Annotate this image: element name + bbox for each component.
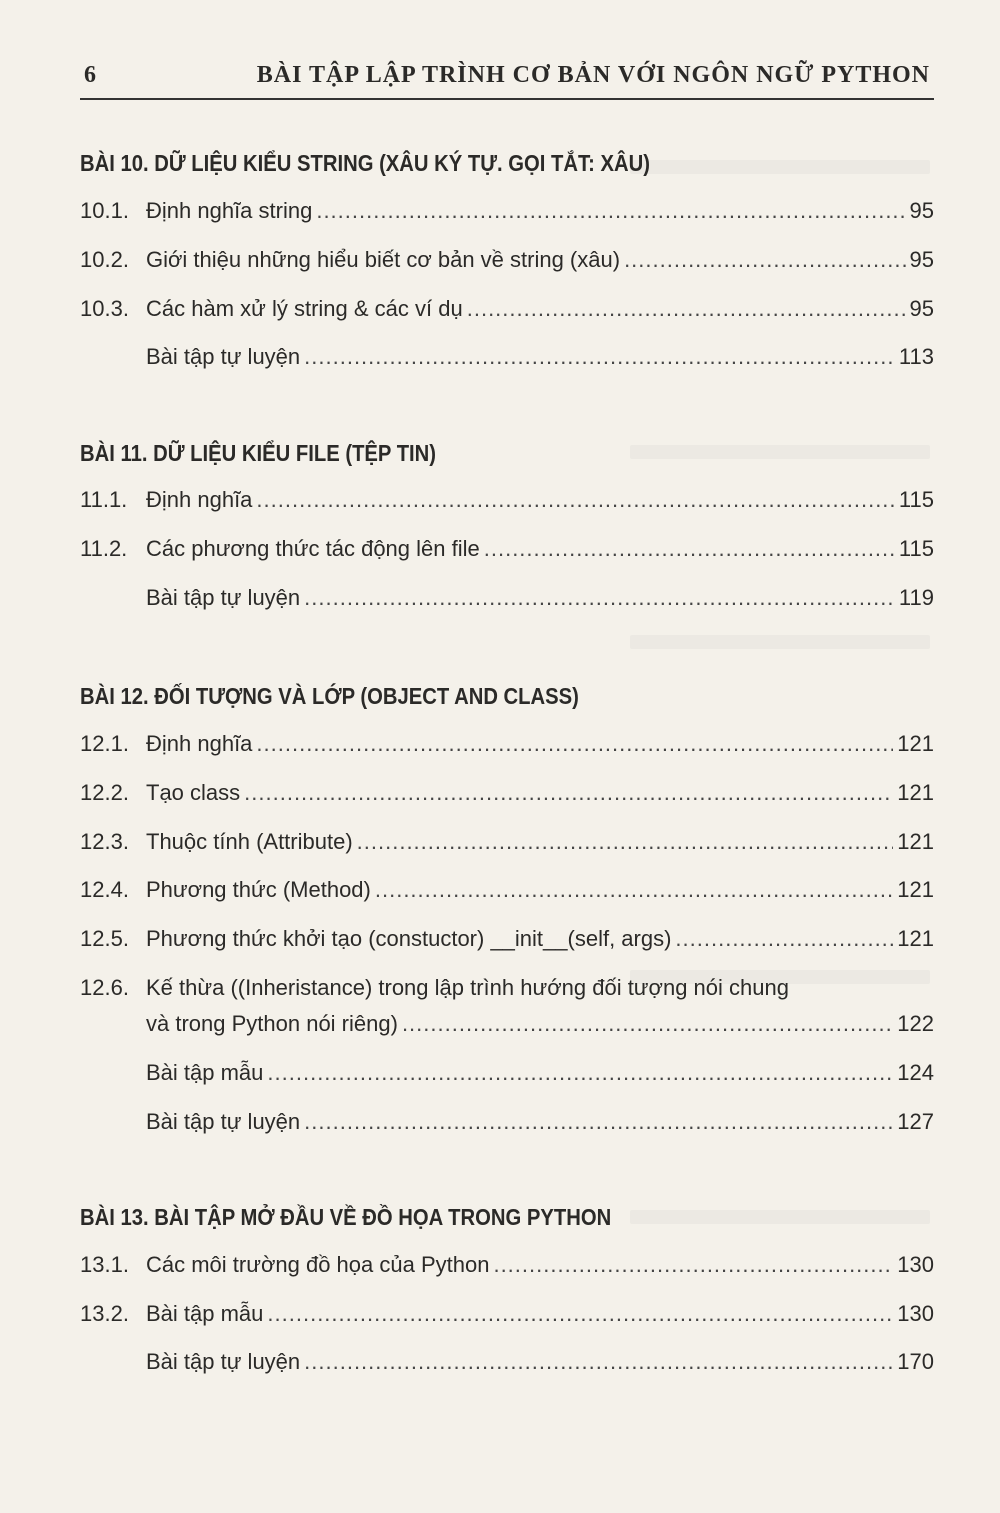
section-title: Định nghĩa string [146,198,313,223]
dot-leader [493,1252,893,1278]
toc-entry[interactable] [80,780,934,812]
chapter-heading: BÀI 13. BÀI TẬP MỞ ĐẦU VỀ ĐỒ HỌA TRONG PYTHON [80,1204,612,1230]
section-number: 12.2. [80,780,129,805]
toc-entry[interactable] [80,344,934,376]
toc-entry[interactable] [80,1301,934,1333]
page-ref: 130 [897,1301,934,1326]
section-number: 12.6. [80,975,129,1000]
section-number: 12.4. [80,877,129,902]
dot-leader [244,780,893,806]
section-title: Tạo class [146,780,241,805]
section-title: Các phương thức tác động lên file [146,536,480,561]
page-ref: 130 [897,1252,934,1277]
dot-leader [375,877,893,903]
page-ref: 115 [898,487,934,512]
section-title: Phương thức (Method) [146,877,371,902]
page-ref: 121 [897,829,934,854]
page-ref: 95 [909,198,934,223]
dot-leader [624,247,905,273]
bleed-through-mark [630,445,930,459]
dot-leader [304,585,895,611]
dot-leader [304,1349,893,1375]
toc-entry[interactable] [80,198,934,230]
section-number: 12.1. [80,731,129,756]
dot-leader [467,296,906,322]
section-number: 13.1. [80,1252,129,1277]
toc-entry[interactable] [80,1060,934,1092]
page-ref: 127 [897,1109,934,1134]
toc-entry[interactable] [80,731,934,763]
section-title: Các hàm xử lý string & các ví dụ [146,296,463,321]
dot-leader [267,1060,893,1086]
toc-entry[interactable] [80,296,934,328]
dot-leader [267,1301,893,1327]
page-ref: 122 [897,1011,934,1036]
section-title: Bài tập tự luyện [146,344,301,369]
page-ref: 121 [897,877,934,902]
page-ref: 121 [897,731,934,756]
section-title: Bài tập tự luyện [146,1349,301,1374]
page-ref: 113 [898,344,934,369]
section-number: 13.2. [80,1301,129,1326]
section-title: Bài tập mẫu [146,1301,264,1326]
section-title: Thuộc tính (Attribute) [146,829,353,854]
section-number: 11.1. [80,487,128,512]
toc-entry[interactable] [80,926,934,958]
chapter-heading: BÀI 11. DỮ LIỆU KIỂU FILE (TỆP TIN) [80,440,437,466]
chapter-heading: BÀI 10. DỮ LIỆU KIỂU STRING (XÂU KÝ TỰ. GỌI TẮT: XÂU) [80,150,650,176]
toc-entry[interactable] [80,487,934,519]
dot-leader [304,1109,893,1135]
section-number: 10.3. [80,296,129,321]
page-ref: 95 [909,296,934,321]
page-ref: 124 [897,1060,934,1085]
section-number: 11.2. [80,536,128,561]
dot-leader [402,1011,893,1037]
toc-entry-multiline[interactable] [80,975,934,1007]
page-ref: 115 [898,536,934,561]
dot-leader [256,731,893,757]
section-number: 10.2. [80,247,129,272]
bleed-through-mark [630,160,930,174]
dot-leader [357,829,894,855]
section-title: Định nghĩa [146,731,253,756]
toc-entry[interactable] [80,1252,934,1284]
dot-leader [256,487,895,513]
section-title: Phương thức khởi tạo (constuctor) __init__(self, args) [146,926,672,951]
toc-entry[interactable] [80,585,934,617]
bleed-through-mark [630,1210,930,1224]
section-title: Các môi trường đồ họa của Python [146,1252,490,1277]
dot-leader [304,344,895,370]
dot-leader [484,536,895,562]
dot-leader [316,198,905,224]
toc-entry[interactable] [80,1349,934,1381]
page-ref: 119 [898,585,934,610]
chapter-heading: BÀI 12. ĐỐI TƯỢNG VÀ LỚP (OBJECT AND CLASS) [80,683,579,709]
page-ref: 121 [897,926,934,951]
section-title: Kế thừa ((Inheristance) trong lập trình hướng đối tượng nói chung [146,975,789,1000]
toc-entry[interactable] [80,829,934,861]
toc-entry-continuation[interactable] [146,1011,934,1043]
section-title: Bài tập tự luyện [146,585,301,610]
page-ref: 95 [909,247,934,272]
toc-entry[interactable] [80,536,934,568]
section-number: 12.5. [80,926,129,951]
section-title: Bài tập tự luyện [146,1109,301,1134]
toc-entry[interactable] [80,247,934,279]
dot-leader [675,926,893,952]
header-divider [80,98,934,100]
section-number: 10.1. [80,198,129,223]
section-title-continuation: và trong Python nói riêng) [146,1011,398,1036]
toc-entry[interactable] [80,877,934,909]
section-title: Bài tập mẫu [146,1060,264,1085]
page-number: 6 [84,62,96,88]
page-ref: 170 [897,1349,934,1374]
bleed-through-mark [630,635,930,649]
toc-entry[interactable] [80,1109,934,1141]
page-ref: 121 [897,780,934,805]
section-number: 12.3. [80,829,129,854]
section-title: Định nghĩa [146,487,253,512]
running-title: BÀI TẬP LẬP TRÌNH CƠ BẢN VỚI NGÔN NGỮ PYTHON [256,62,930,88]
section-title: Giới thiệu những hiểu biết cơ bản về string (xâu) [146,247,621,272]
